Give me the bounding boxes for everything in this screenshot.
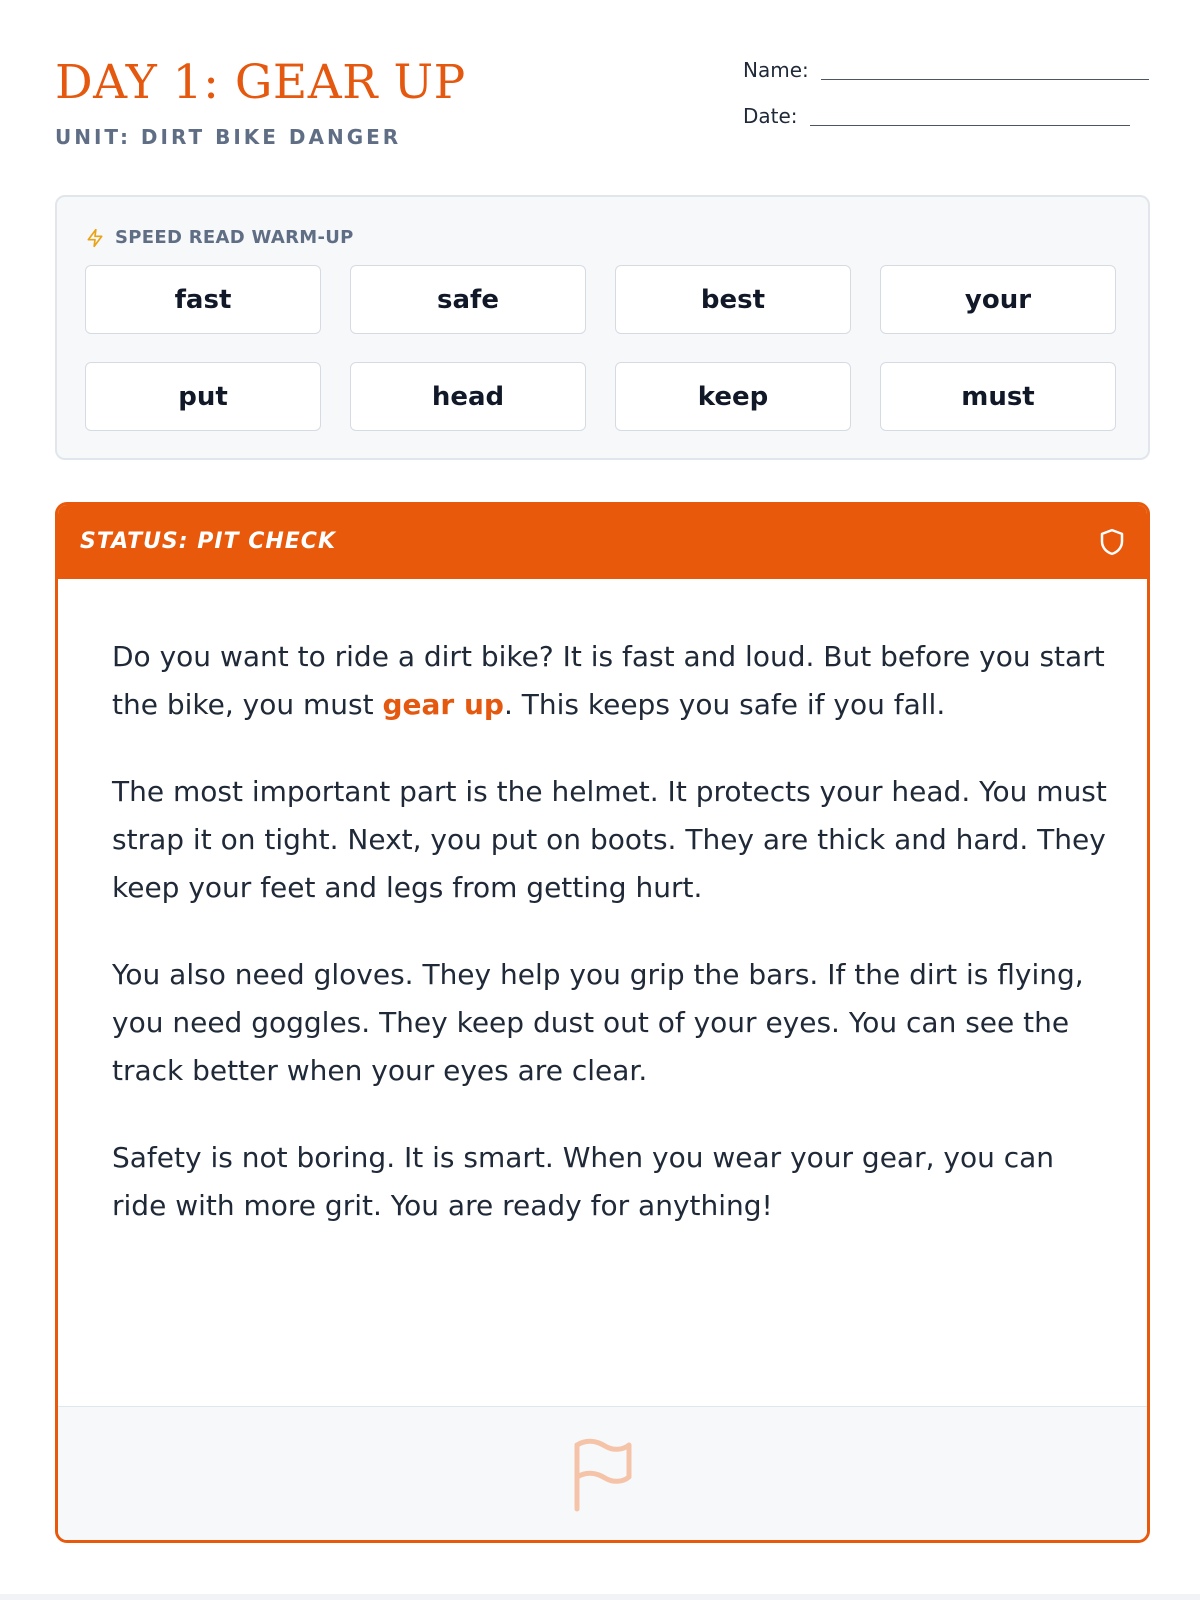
paragraph-text: . This keeps you safe if you fall. — [503, 688, 946, 721]
word-card: keep — [615, 362, 851, 431]
paragraph — [112, 633, 1112, 729]
word-card: fast — [85, 265, 321, 334]
warmup-heading — [85, 227, 354, 248]
warmup-title: SPEED READ WARM-UP — [115, 227, 354, 248]
word-card: must — [880, 362, 1116, 431]
word-card: head — [350, 362, 586, 431]
worksheet-header — [55, 55, 1150, 155]
page-bottom-strip — [0, 1594, 1200, 1600]
name-label: Name: — [743, 58, 809, 82]
date-field — [743, 106, 1130, 126]
paragraph: The most important part is the helmet. It protects your head. You must strap it on tight. Next, you put on boots. They are thick and hard. They keep your feet and legs from getting hurt. — [112, 775, 1107, 904]
word-card: your — [880, 265, 1116, 334]
lightning-icon — [85, 228, 105, 248]
reading-card — [55, 502, 1150, 1543]
paragraph: Safety is not boring. It is smart. When you wear your gear, you can ride with more grit. You are ready for anything! — [112, 1141, 1055, 1222]
word-card: best — [615, 265, 851, 334]
card-footer — [58, 1406, 1147, 1540]
shield-icon — [1097, 527, 1127, 557]
word-card: safe — [350, 265, 586, 334]
word-card: put — [85, 362, 321, 431]
name-line[interactable] — [821, 60, 1149, 80]
word-grid — [85, 265, 1126, 431]
highlighted-term: gear up — [382, 688, 504, 721]
flag-icon — [571, 1437, 635, 1513]
name-field — [743, 60, 1149, 80]
paragraph: You also need gloves. They help you grip the bars. If the dirt is flying, you need goggles. They keep dust out of your eyes. You can see the track better when your eyes are clear. — [112, 958, 1084, 1087]
page-title: DAY 1: GEAR UP — [55, 55, 466, 110]
status-label: STATUS: PIT CHECK — [80, 529, 336, 554]
date-label: Date: — [743, 104, 798, 128]
unit-subtitle: UNIT: DIRT BIKE DANGER — [55, 125, 402, 149]
date-line[interactable] — [810, 106, 1130, 126]
speed-read-warmup — [55, 195, 1150, 460]
card-header — [58, 505, 1147, 579]
reading-passage — [112, 633, 1112, 1269]
paragraph-text: Do you want to ride a dirt bike? It is fast and loud. But before you start the bike, you must — [112, 640, 1105, 721]
